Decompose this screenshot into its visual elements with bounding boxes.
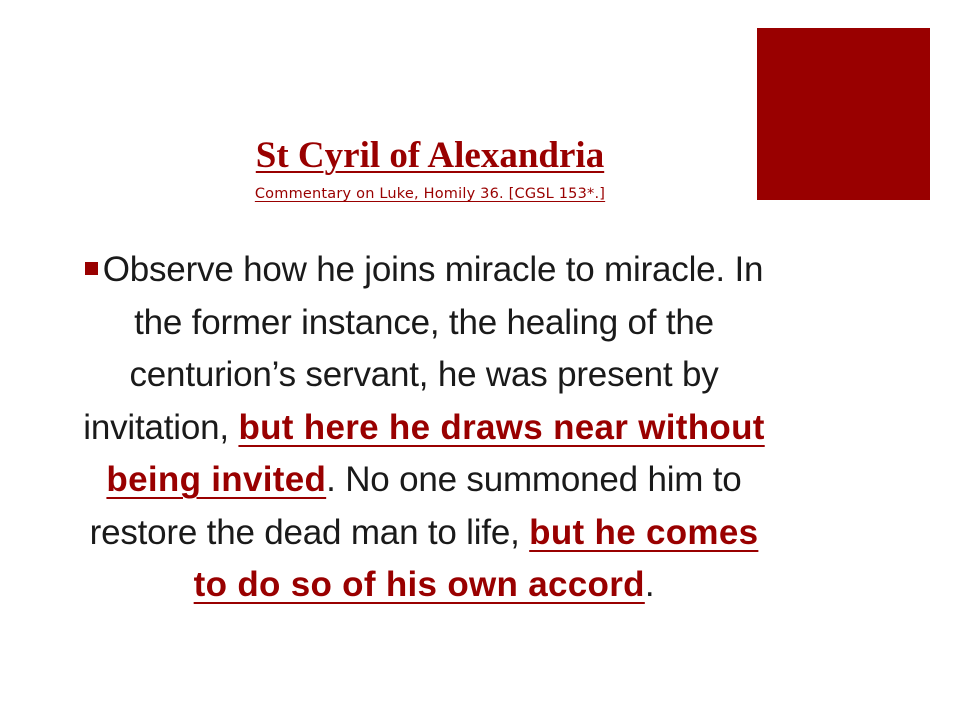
quote-body [70,244,778,612]
quote-text-1: Observe how he joins miracle to miracle. In the former instance, the healing of the centurion’s servant, he was present by invitation, [83,250,764,447]
quote-text-3: . [644,565,655,604]
title-block [120,134,740,204]
accent-block [757,28,930,200]
slide-subtitle: Commentary on Luke, Homily 36. [CGSL 153*.] [254,186,606,202]
slide-title: St Cyril of Alexandria [255,135,605,176]
square-bullet-icon [85,262,98,275]
quote-emphasis-1: but here he draws near without being invited [106,407,765,499]
quote-text-2: . No one summoned him to restore the dead man to life, [89,460,742,552]
quote-emphasis-2: but he comes to do so of his own accord [193,512,759,604]
